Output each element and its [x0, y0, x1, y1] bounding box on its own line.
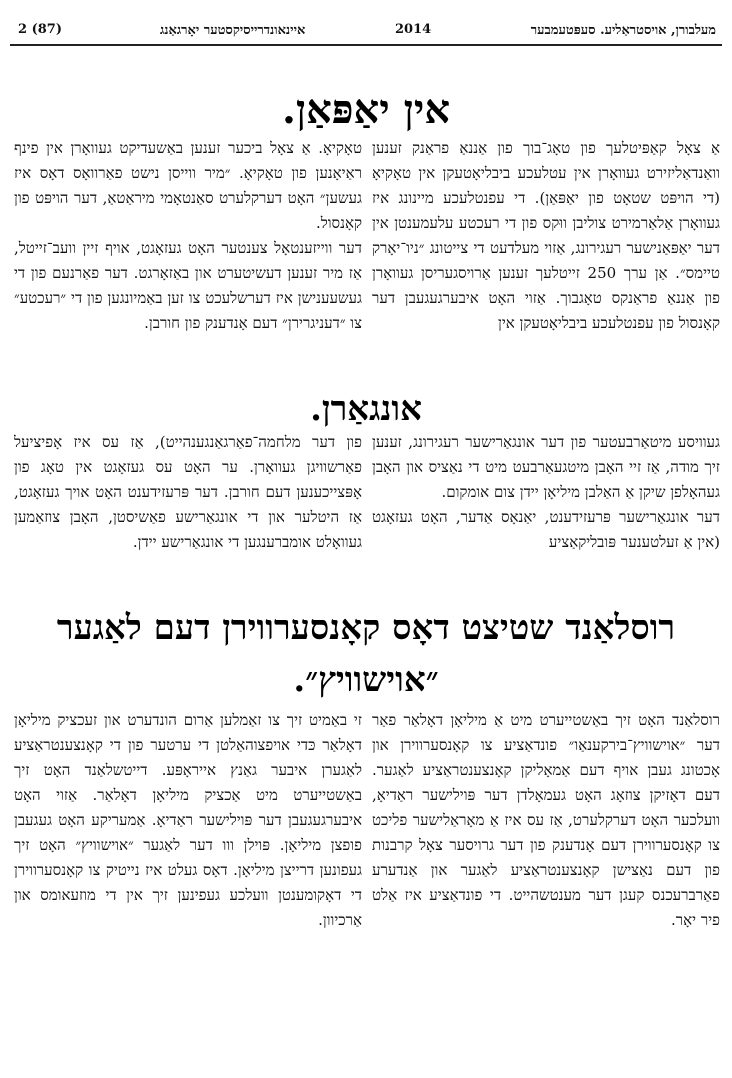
paragraph: געוויסע מיטאַרבעטער פון דער אונגאַרישער רעגירונג, זענען זיך מודה, אַז זיי האָבן מיטגעאַרבעט מיט די נאַציס און האָבן געהאָלפן שיקן אַ האַלבן מיליאָן יידן צום אומקום. [372, 433, 720, 501]
paragraph: פון דער מלחמה־פאַרגאַנגענהייט), אַז עס איז אָפיציעל פאַרשוויגן געוואָרן. ער האָט עס געזאָגט אין טאָג פון אָפּצייכענען דעם חורבן. דער פּרעזידענט האָט אויך געזאָגט, אַז היטלער און די אונגאַרישע פאַשיסטן, האָבן צוזאַמען געוואָלט אומברענגען די אונגאַרישע יידן. [14, 433, 362, 551]
paragraph: דער אונגאַרישער פּרעזידענט, יאַנאָס אַדער, האָט געזאָגט (אין אַ זעלטענער פּובליקאַציע [372, 508, 720, 551]
article-hungary-left-column [14, 430, 362, 590]
article-auschwitz-title-line2: ״אוישוויץ״. [293, 660, 439, 700]
paragraph: אַ צאָל קאַפּיטלעך פון טאָג־בוך פון אַננאַ פראַנק זענען וואַנדאַליזירט געוואָרן אין עטלעכע ביבליאָטעקן אין טאָקיאָ (די הויפּט שטאָט פון יאַפּאַן). די עפנטלעכע מיינונג איז געוואָרן אַלאַרמירט צוליבן ווּקס פון די רעכטע עלעמענטן אין דער יאַפּאַנישער רעגירונג, אַזוי מעלדעט די צייטונג ״ניו־יאָרק טיימס״. אַן ערך 250 זייטלעך זענען אַרויסגעריסן געוואָרן פון אַננאַ פראַנקס טאָגבוך. אַזוי האָט איבערגעגעבן דער קאָנסול פון עפנטלעכע ביבליאָטעקן אין [372, 139, 720, 332]
article-auschwitz-title-line1: רוסלאַנד שטיצט דאָס קאָנסערווירן דעם לאַגער [56, 608, 676, 648]
article-japan-right-column [372, 136, 720, 386]
paragraph: דער ווייזענטאָל צענטער האָט געזאָגט, אויף זיין וועב־זייטל, אַז מיר זענען דעשיטערט און באַזאָרגט. דער פאַרנעם פון די געשעענישן איז דערשלעכט צו זען באַמיונגען פון די ״רעכטע״ צו ״דעניגרירן״ דעם אָנדענק פון חורבן. [14, 239, 362, 332]
article-auschwitz-right-column [372, 708, 720, 998]
publication-volume: איינאונדרייסיקסטער יאָרגאַנג [160, 23, 306, 38]
article-japan-left-column [14, 136, 362, 386]
article-hungary-title: אונגאַרן. [310, 389, 422, 429]
paragraph: רוסלאַנד האָט זיך באַשטייערט מיט אַ מיליאָן דאָלאַר פאַר דער ״אוישוויץ־בירקענאַו״ פונדאַציע צו קאָנסערווירן און אָכטונג געבן אויף דעם אַמאָליקן קאָנצענטראַציע לאַגער. דעם דאָזיקן צוזאָג האָט געמאָלדן דער פּוילישער ראַדיאָ, וועלכער האָט דערקלערט, אַז עס איז אַ מאָראַלישער פליכט צו קאָנסערווירן דעם אָנדענק פון דער גרויסער צאָל קרבנות פון דעם נאַצישן קאָנצענטראַציע לאַגער און אַנדערע פאַרברעכנס קעגן דער מענטשהייט. די פונדאַציע איז אַלט פיר יאָר. [372, 711, 720, 929]
publication-place-date: מעלבורן, אויסטראַליע. סעפּטעמבער [530, 23, 716, 38]
article-japan-title: אין יאַפּאַן. [281, 86, 451, 133]
page-header [10, 14, 722, 46]
article-auschwitz-left-column [14, 708, 362, 998]
paragraph: טאָקיאָ. אַ צאָל ביכער זענען באַשעדיקט געוואָרן אין פינף ראַיאָנען פון טאָקיאָ. ״מיר ווייסן נישט פאַרוואָס דאָס איז געשען״ האָט דערקלערט סאַנטאָמי מיראַטאַ, דער הויפּט פון קאָנסול. [14, 139, 362, 232]
article-hungary-right-column [372, 430, 720, 590]
publication-year: 2014 [395, 22, 432, 37]
paragraph: זי באַמיט זיך צו זאַמלען אַרום הונדערט און זעכציק מיליאָן דאָלאַר כּדי אויפצוהאַלטן די ערטער פון די קאָנצענטראַציע לאַגערן איבער גאַנץ אייראָפּע. דייטשלאַנד האָט זיך באַשטייערט מיט אַכציק מיליאָן דאָלאַר. אַזוי האָט איבערגעגעבן דער פּוילישער ראַדיאָ. אַמעריקע האָט געגעבן פופצן מיליאָן. פּוילן ווו דער לאַגער ״אוישוויץ״ האָט זיך געפונען דרייצן מיליאָן. דאָס געלט איז נייטיק צו קאָנסערווירן די דאָקומענטן וועלכע געפינען זיך אין די מוזעאומס און אַרכיוון. [14, 711, 362, 929]
page-number: 2 (87) [18, 22, 62, 37]
